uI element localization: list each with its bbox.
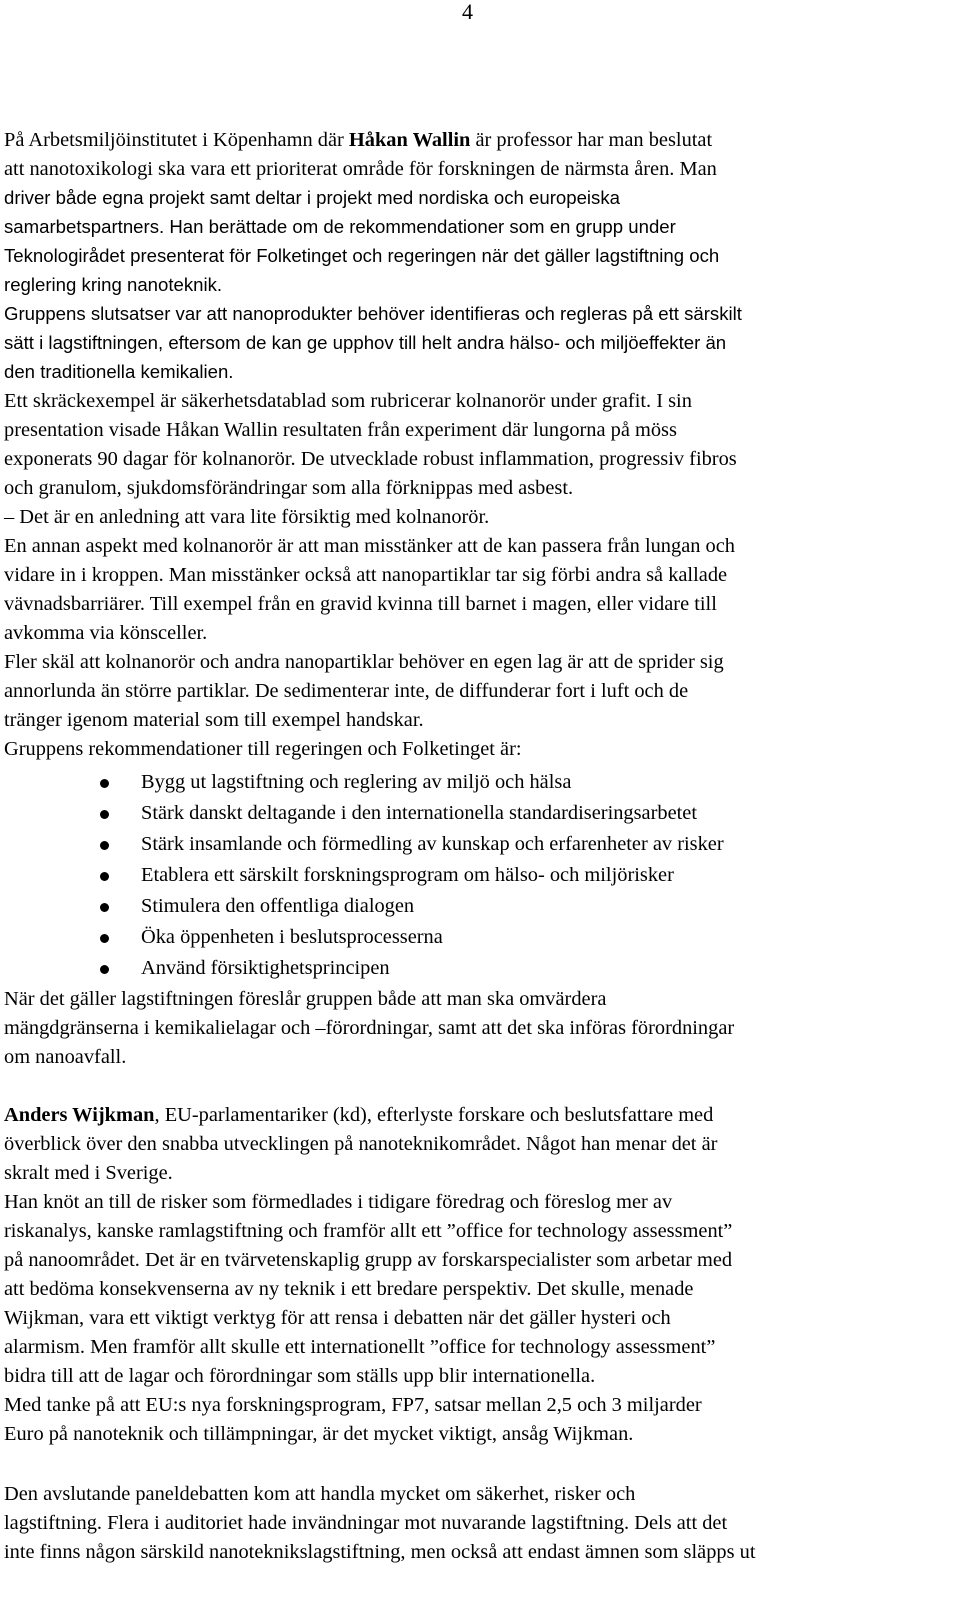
bullet-icon xyxy=(100,810,109,819)
text-line: bidra till att de lagar och förordningar som ställs upp blir internationella. xyxy=(4,1365,596,1387)
text-line: tränger igenom material som till exempel handskar. xyxy=(4,709,424,731)
list-item: Stärk insamlande och förmedling av kunskap och erfarenheter av risker xyxy=(141,833,724,855)
text-line: och granulom, sjukdomsförändringar som alla förknippas med asbest. xyxy=(4,477,574,499)
text-line: Med tanke på att EU:s nya forskningsprogram, FP7, satsar mellan 2,5 och 3 miljarder xyxy=(4,1394,702,1416)
text-line: alarmism. Men framför allt skulle ett internationellt ”office for technology assessment” xyxy=(4,1336,716,1358)
text-line: vidare in i kroppen. Man misstänker också att nanopartiklar tar sig förbi andra så kallade xyxy=(4,564,728,586)
text-segment: samarbetspartners. xyxy=(4,216,170,237)
list-item: Använd försiktighetsprincipen xyxy=(141,957,390,979)
list-item: Etablera ett särskilt forskningsprogram om hälso- och miljörisker xyxy=(141,864,674,886)
text-line: mängdgränserna i kemikalielagar och –förordningar, samt att det ska införas förordningar xyxy=(4,1017,735,1039)
page-number: 4 xyxy=(462,0,473,24)
text-line xyxy=(4,215,676,239)
person-name-hakan-wallin: Håkan Wallin xyxy=(348,129,471,151)
text-segment: Han berättade om de rekommendationer som en grupp under xyxy=(169,216,676,237)
bullet-icon xyxy=(100,965,109,974)
text-line: Teknologirådet presenterat för Folketinget och regeringen när det gäller lagstiftning och xyxy=(4,245,720,266)
text-line: riskanalys, kanske ramlagstiftning och framför allt ett ”office for technology assessment” xyxy=(4,1220,733,1242)
text-segment: är professor har man beslutat xyxy=(470,129,713,151)
text-line: En annan aspekt med kolnanorör är att man misstänker att de kan passera från lungan och xyxy=(4,535,735,557)
bullet-icon xyxy=(100,779,109,788)
text-line: Han knöt an till de risker som förmedlades i tidigare föredrag och föreslog mer av xyxy=(4,1191,673,1213)
text-line: på nanoområdet. Det är en tvärvetenskaplig grupp av forskarspecialister som arbetar med xyxy=(4,1249,733,1271)
list-item: Stärk danskt deltagande i den internationella standardiseringsarbetet xyxy=(141,802,698,824)
text-segment: På Arbetsmiljöinstitutet i Köpenhamn där xyxy=(4,129,349,151)
text-line: reglering kring nanoteknik. xyxy=(4,274,223,295)
person-name-anders-wijkman: Anders Wijkman xyxy=(4,1104,155,1126)
text-line: Den avslutande paneldebatten kom att handla mycket om säkerhet, risker och xyxy=(4,1483,636,1505)
text-line: driver både egna projekt samt deltar i projekt med nordiska och europeiska xyxy=(4,187,620,208)
text-line: annorlunda än större partiklar. De sedimenterar inte, de diffunderar fort i luft och de xyxy=(4,680,689,702)
text-line: Gruppens slutsatser var att nanoprodukter behöver identifieras och regleras på ett särskilt xyxy=(4,303,742,324)
text-line: – Det är en anledning att vara lite försiktig med kolnanorör. xyxy=(4,506,490,528)
text-line: om nanoavfall. xyxy=(4,1046,127,1068)
text-line: När det gäller lagstiftningen föreslår gruppen både att man ska omvärdera xyxy=(4,988,607,1010)
text-line: vävnadsbarriärer. Till exempel från en gravid kvinna till barnet i magen, eller vidare till xyxy=(4,593,717,615)
text-line: avkomma via könsceller. xyxy=(4,622,208,644)
list-item: Bygg ut lagstiftning och reglering av miljö och hälsa xyxy=(141,771,572,793)
text-segment: , EU-parlamentariker (kd), efterlyste forskare och beslutsfattare med xyxy=(154,1104,714,1126)
text-line: Wijkman, vara ett viktigt verktyg för att rensa i debatten när det gäller hysteri och xyxy=(4,1307,671,1329)
text-line: inte finns någon särskild nanoteknikslagstiftning, men också att endast ämnen som släpps ut xyxy=(4,1541,756,1563)
text-line: presentation visade Håkan Wallin resultaten från experiment där lungorna på möss xyxy=(4,419,677,441)
text-line: Fler skäl att kolnanorör och andra nanopartiklar behöver en egen lag är att de sprider sig xyxy=(4,651,724,673)
bullet-icon xyxy=(100,934,109,943)
text-line: att nanotoxikologi ska vara ett prioriterat område för forskningen de närmsta åren. Man xyxy=(4,158,717,180)
text-line xyxy=(4,1103,713,1127)
text-line: att bedöma konsekvenserna av ny teknik i ett bredare perspektiv. Det skulle, menade xyxy=(4,1278,694,1300)
bullet-icon xyxy=(100,872,109,881)
text-line: Euro på nanoteknik och tillämpningar, är det mycket viktigt, ansåg Wijkman. xyxy=(4,1423,634,1445)
text-line: Ett skräckexempel är säkerhetsdatablad som rubricerar kolnanorör under grafit. I sin xyxy=(4,390,692,412)
bullet-icon xyxy=(100,841,109,850)
text-line: skralt med i Sverige. xyxy=(4,1162,173,1184)
text-line: överblick över den snabba utvecklingen på nanoteknikområdet. Något han menar det är xyxy=(4,1133,718,1155)
text-line: sätt i lagstiftningen, eftersom de kan ge upphov till helt andra hälso- och miljöeffekter än xyxy=(4,332,727,353)
text-line: Gruppens rekommendationer till regeringen och Folketinget är: xyxy=(4,738,522,760)
bullet-icon xyxy=(100,903,109,912)
text-line: lagstiftning. Flera i auditoriet hade invändningar mot nuvarande lagstiftning. Dels att det xyxy=(4,1512,728,1534)
text-line: den traditionella kemikalien. xyxy=(4,361,234,382)
list-item: Stimulera den offentliga dialogen xyxy=(141,895,415,917)
list-item: Öka öppenheten i beslutsprocesserna xyxy=(141,926,443,948)
text-line: exponerats 90 dagar för kolnanorör. De utvecklade robust inflammation, progressiv fibros xyxy=(4,448,737,470)
text-line xyxy=(4,128,712,152)
